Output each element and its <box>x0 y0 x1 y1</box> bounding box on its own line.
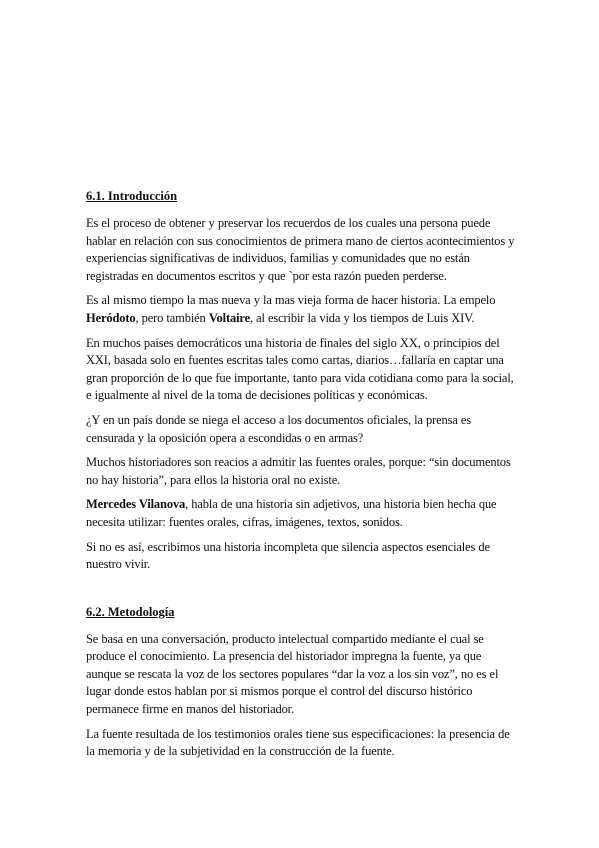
name-voltaire: Voltaire <box>208 310 250 325</box>
paragraph-incomplete-history: Si no es así, escribimos una historia incompleta que silencia aspectos esenciales de nuestro vivir. <box>86 539 490 572</box>
paragraph-oral-sources: La fuente resultada de los testimonios orales tiene sus especificaciones: la presencia de la memoria y de la subjetividad en la construcción de la fuente. <box>86 726 510 759</box>
name-herodoto: Heródoto <box>86 310 136 325</box>
section-heading-introduccion: 6.1. Introducción <box>86 189 178 203</box>
paragraph-text: , al escribir la vida y los tiempos de Luis XIV. <box>249 310 475 325</box>
document-body <box>86 188 518 768</box>
paragraph-text: Es al mismo tiempo la mas nueva y la mas vieja forma de hacer historia. La empelo <box>86 293 496 308</box>
paragraph-text: , pero también <box>135 310 209 325</box>
paragraph-history-form <box>86 292 518 327</box>
section-heading-metodologia: 6.2. Metodología <box>86 604 175 619</box>
paragraph-text: , habla de una historia sin adjetivos, una historia bien hecha que necesita utilizar: fuentes orales, cifras, imágenes, textos, sonidos. <box>86 497 497 529</box>
paragraph-question: ¿Y en un país donde se niega el acceso a los documentos oficiales, la prensa es censurada y la oposición opera a escondidas o en armas? <box>86 412 471 445</box>
name-mercedes-vilanova: Mercedes Vilanova <box>86 497 186 512</box>
paragraph-vilanova <box>86 496 518 531</box>
paragraph-conversation: Se basa en una conversación, producto intelectual compartido mediante el cual se produce el conocimiento. La presencia del historiador impregna la fuente, ya que aunque se rescata la voz de los sectores populares “dar la voz a los sin voz”, no es el lugar donde estos hablan por si mismos porque el control del discurso histórico permanece firme en manos del historiador. <box>86 631 499 717</box>
paragraph-historians: Muchos historiadores son reacios a admitir las fuentes orales, porque: “sin documentos no hay historia”, para ellos la historia oral no existe. <box>86 455 511 487</box>
paragraph-democratic-countries: En muchos países democráticos una historia de finales del siglo XX, o principios del XXI, basada solo en fuentes escritas tales como cartas, diarios…fallaría en captar una gran proporción de lo que fue importante, tanto para vida cotidiana como para la social, e igualmente al nivel de la toma de decisiones políticas y económicas. <box>86 335 514 403</box>
paragraph-definition: Es el proceso de obtener y preservar los recuerdos de los cuales una persona puede hablar en relación con sus conocimientos de primera mano de ciertos acontecimientos y experiencias significativas de individuos, familias y comunidades que no están registradas en documentos escritos y que `por esta razón pueden perderse. <box>86 216 515 283</box>
